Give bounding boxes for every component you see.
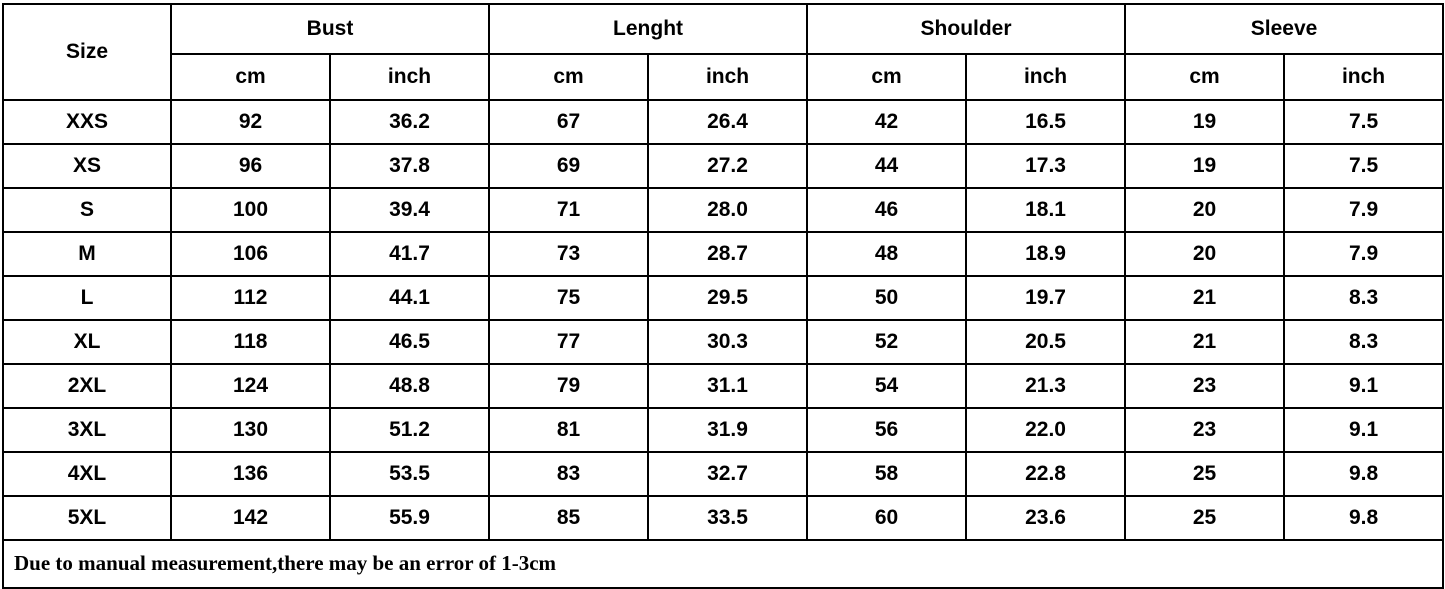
- cell-sleeve-cm: 19: [1125, 100, 1284, 144]
- unit-header-sleeve-inch: inch: [1284, 54, 1443, 100]
- cell-lenght-cm: 83: [489, 452, 648, 496]
- group-header-lenght: Lenght: [489, 4, 807, 54]
- size-column-header: Size: [3, 4, 171, 100]
- cell-lenght-inch: 27.2: [648, 144, 807, 188]
- cell-sleeve-cm: 23: [1125, 408, 1284, 452]
- cell-shoulder-cm: 44: [807, 144, 966, 188]
- unit-header-shoulder-cm: cm: [807, 54, 966, 100]
- cell-sleeve-cm: 19: [1125, 144, 1284, 188]
- group-header-row: [3, 4, 1443, 54]
- cell-shoulder-inch: 22.8: [966, 452, 1125, 496]
- cell-shoulder-inch: 23.6: [966, 496, 1125, 540]
- table-row: [3, 452, 1443, 496]
- table-row: [3, 408, 1443, 452]
- cell-sleeve-cm: 25: [1125, 452, 1284, 496]
- cell-sleeve-inch: 9.1: [1284, 364, 1443, 408]
- cell-bust-inch: 51.2: [330, 408, 489, 452]
- row-size-label: S: [3, 188, 171, 232]
- unit-header-row: [3, 54, 1443, 100]
- row-size-label: 2XL: [3, 364, 171, 408]
- cell-sleeve-cm: 23: [1125, 364, 1284, 408]
- group-header-sleeve: Sleeve: [1125, 4, 1443, 54]
- cell-lenght-inch: 31.1: [648, 364, 807, 408]
- cell-bust-inch: 44.1: [330, 276, 489, 320]
- cell-lenght-inch: 29.5: [648, 276, 807, 320]
- cell-sleeve-inch: 8.3: [1284, 276, 1443, 320]
- cell-shoulder-cm: 46: [807, 188, 966, 232]
- cell-bust-cm: 124: [171, 364, 330, 408]
- cell-sleeve-cm: 21: [1125, 276, 1284, 320]
- cell-lenght-cm: 81: [489, 408, 648, 452]
- unit-header-bust-cm: cm: [171, 54, 330, 100]
- cell-bust-cm: 118: [171, 320, 330, 364]
- cell-lenght-cm: 69: [489, 144, 648, 188]
- row-size-label: 5XL: [3, 496, 171, 540]
- unit-header-lenght-inch: inch: [648, 54, 807, 100]
- cell-bust-cm: 112: [171, 276, 330, 320]
- cell-bust-inch: 48.8: [330, 364, 489, 408]
- cell-lenght-cm: 75: [489, 276, 648, 320]
- cell-shoulder-cm: 42: [807, 100, 966, 144]
- cell-bust-cm: 96: [171, 144, 330, 188]
- cell-sleeve-inch: 9.8: [1284, 452, 1443, 496]
- cell-sleeve-cm: 20: [1125, 232, 1284, 276]
- cell-lenght-cm: 67: [489, 100, 648, 144]
- cell-bust-inch: 55.9: [330, 496, 489, 540]
- cell-shoulder-inch: 16.5: [966, 100, 1125, 144]
- cell-lenght-inch: 30.3: [648, 320, 807, 364]
- size-chart-table: [2, 3, 1444, 589]
- cell-sleeve-inch: 7.9: [1284, 188, 1443, 232]
- cell-bust-cm: 100: [171, 188, 330, 232]
- row-size-label: XXS: [3, 100, 171, 144]
- cell-sleeve-inch: 9.8: [1284, 496, 1443, 540]
- cell-sleeve-cm: 25: [1125, 496, 1284, 540]
- cell-shoulder-cm: 52: [807, 320, 966, 364]
- unit-header-bust-inch: inch: [330, 54, 489, 100]
- cell-bust-inch: 39.4: [330, 188, 489, 232]
- cell-lenght-inch: 28.7: [648, 232, 807, 276]
- table-row: [3, 232, 1443, 276]
- row-size-label: M: [3, 232, 171, 276]
- row-size-label: 4XL: [3, 452, 171, 496]
- cell-shoulder-cm: 58: [807, 452, 966, 496]
- table-head: [3, 4, 1443, 100]
- cell-sleeve-cm: 21: [1125, 320, 1284, 364]
- cell-lenght-inch: 33.5: [648, 496, 807, 540]
- cell-lenght-inch: 28.0: [648, 188, 807, 232]
- cell-lenght-inch: 32.7: [648, 452, 807, 496]
- cell-lenght-inch: 26.4: [648, 100, 807, 144]
- size-chart-page: [0, 3, 1445, 576]
- row-size-label: XS: [3, 144, 171, 188]
- cell-bust-inch: 46.5: [330, 320, 489, 364]
- measurement-note: Due to manual measurement,there may be an error of 1-3cm: [3, 540, 1443, 588]
- cell-shoulder-inch: 21.3: [966, 364, 1125, 408]
- cell-bust-inch: 37.8: [330, 144, 489, 188]
- row-size-label: 3XL: [3, 408, 171, 452]
- cell-bust-cm: 130: [171, 408, 330, 452]
- cell-shoulder-inch: 18.1: [966, 188, 1125, 232]
- unit-header-lenght-cm: cm: [489, 54, 648, 100]
- cell-lenght-cm: 71: [489, 188, 648, 232]
- cell-sleeve-inch: 7.5: [1284, 144, 1443, 188]
- cell-shoulder-inch: 20.5: [966, 320, 1125, 364]
- cell-bust-inch: 41.7: [330, 232, 489, 276]
- cell-shoulder-inch: 22.0: [966, 408, 1125, 452]
- cell-lenght-cm: 73: [489, 232, 648, 276]
- row-size-label: XL: [3, 320, 171, 364]
- table-row: [3, 144, 1443, 188]
- table-body: [3, 100, 1443, 588]
- cell-shoulder-inch: 18.9: [966, 232, 1125, 276]
- cell-lenght-cm: 79: [489, 364, 648, 408]
- table-row: [3, 320, 1443, 364]
- unit-header-sleeve-cm: cm: [1125, 54, 1284, 100]
- table-row: [3, 188, 1443, 232]
- cell-bust-inch: 53.5: [330, 452, 489, 496]
- group-header-bust: Bust: [171, 4, 489, 54]
- cell-shoulder-cm: 60: [807, 496, 966, 540]
- cell-shoulder-cm: 56: [807, 408, 966, 452]
- table-row: [3, 276, 1443, 320]
- cell-shoulder-cm: 48: [807, 232, 966, 276]
- cell-bust-cm: 92: [171, 100, 330, 144]
- cell-shoulder-cm: 54: [807, 364, 966, 408]
- cell-bust-cm: 106: [171, 232, 330, 276]
- cell-bust-inch: 36.2: [330, 100, 489, 144]
- cell-sleeve-inch: 7.9: [1284, 232, 1443, 276]
- cell-bust-cm: 136: [171, 452, 330, 496]
- cell-sleeve-inch: 9.1: [1284, 408, 1443, 452]
- cell-shoulder-cm: 50: [807, 276, 966, 320]
- row-size-label: L: [3, 276, 171, 320]
- cell-bust-cm: 142: [171, 496, 330, 540]
- cell-sleeve-inch: 7.5: [1284, 100, 1443, 144]
- unit-header-shoulder-inch: inch: [966, 54, 1125, 100]
- table-row: [3, 364, 1443, 408]
- cell-shoulder-inch: 17.3: [966, 144, 1125, 188]
- cell-lenght-cm: 77: [489, 320, 648, 364]
- measurement-note-row: [3, 540, 1443, 588]
- cell-shoulder-inch: 19.7: [966, 276, 1125, 320]
- table-row: [3, 496, 1443, 540]
- cell-sleeve-cm: 20: [1125, 188, 1284, 232]
- table-row: [3, 100, 1443, 144]
- cell-lenght-cm: 85: [489, 496, 648, 540]
- cell-lenght-inch: 31.9: [648, 408, 807, 452]
- cell-sleeve-inch: 8.3: [1284, 320, 1443, 364]
- group-header-shoulder: Shoulder: [807, 4, 1125, 54]
